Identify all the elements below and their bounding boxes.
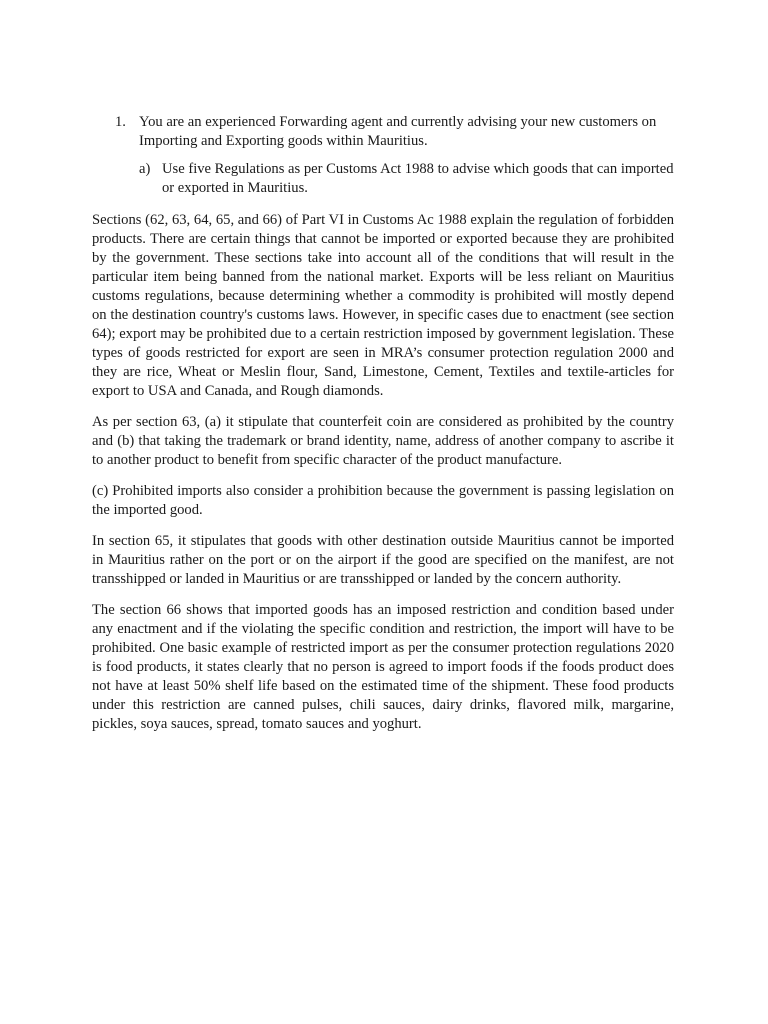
sub-question-text: Use five Regulations as per Customs Act 1988 to advise which goods that can imported or exported in Mauritius.	[162, 161, 674, 196]
paragraph-section-66: The section 66 shows that imported goods has an imposed restriction and condition based under any enactment and if the violating the specific condition and restriction, the import will have to be prohibited. One basic example of restricted import as per the consumer protection regulations 2020 is food products, it states clearly that no person is agreed to import foods if the foods product does not have at least 50% shelf life based on the estimated time of the shipment. These food products under this restriction are canned pulses, chili sauces, dairy drinks, flavored milk, margarine, pickles, soya sauces, spread, tomato sauces and yoghurt.	[92, 602, 674, 732]
question-number: 1.	[115, 114, 126, 130]
paragraph-section-63: As per section 63, (a) it stipulate that counterfeit coin are considered as prohibited by the country and (b) that taking the trademark or brand identity, name, address of another company to ascribe it to another product to benefit from specific character of the product manufacture.	[92, 414, 674, 468]
question-text: You are an experienced Forwarding agent and currently advising your new customers on Importing and Exporting goods within Mauritius.	[139, 114, 657, 149]
question-1a	[139, 160, 674, 198]
paragraph-section-65: In section 65, it stipulates that goods with other destination outside Mauritius cannot be imported in Mauritius rather on the port or on the airport if the good are specified on the manifest, are not transshipped or landed in Mauritius or are transshipped or landed by the concern authority.	[92, 533, 674, 587]
question-1	[115, 113, 674, 151]
paragraph-sections-overview: Sections (62, 63, 64, 65, and 66) of Part VI in Customs Ac 1988 explain the regulation of forbidden products. There are certain things that cannot be imported or exported because they are prohibited by the government. These sections take into account all of the conditions that will result in the particular item being banned from the national market. Exports will be less reliant on Mauritius customs regulations, because determining whether a commodity is prohibited will mostly depend on the destination country's customs laws. However, in specific cases due to enactment (see section 64); export may be prohibited due to a certain restriction imposed by government legislation. These types of goods restricted for export are seen in MRA’s consumer protection regulation 2000 and they are rice, Wheat or Meslin flour, Sand, Limestone, Cement, Textiles and textile-articles for export to USA and Canada, and Rough diamonds.	[92, 212, 674, 399]
document-body	[92, 113, 674, 734]
paragraph-prohibited-imports: (c) Prohibited imports also consider a prohibition because the government is passing legislation on the imported good.	[92, 483, 674, 518]
sub-question-label: a)	[139, 161, 151, 177]
